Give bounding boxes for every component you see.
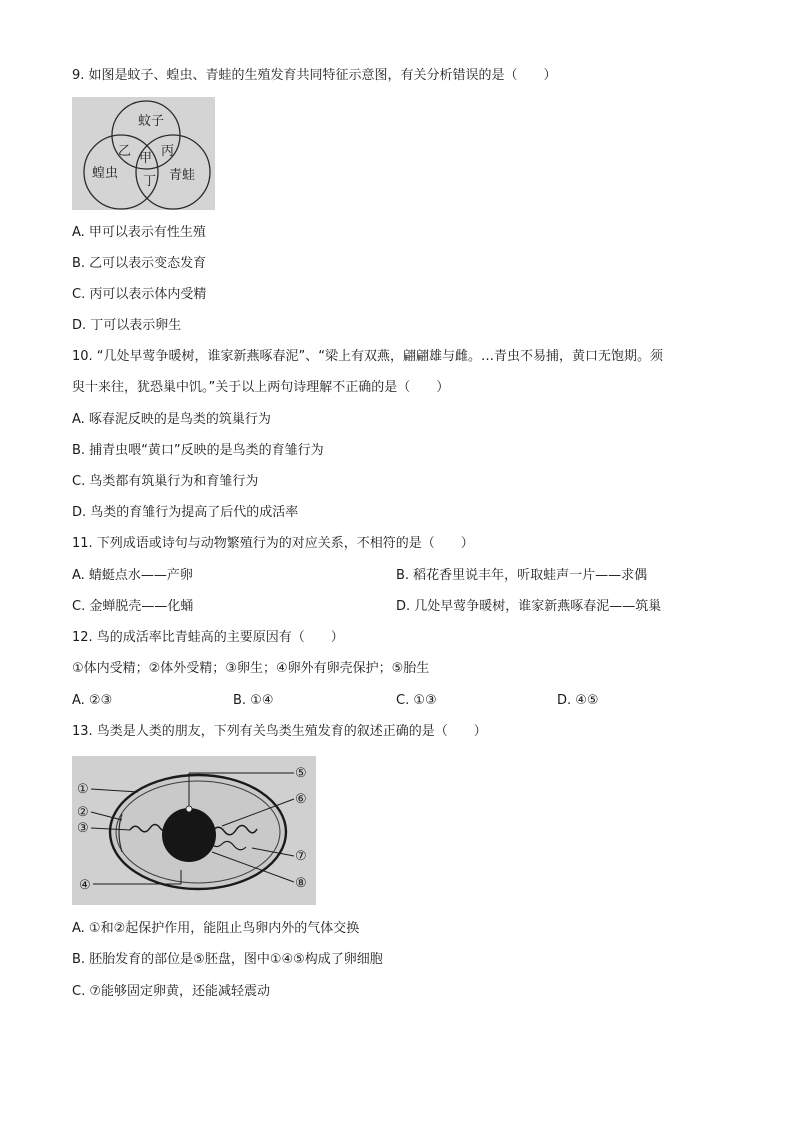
egg-yolk	[162, 808, 216, 862]
question-12-items: ①体内受精；②体外受精；③卵生；④卵外有卵壳保护；⑤胎生	[72, 661, 430, 676]
venn-label-frog: 青蛙	[169, 168, 196, 183]
question-12-option-c: C. ①③	[396, 693, 437, 708]
question-9-option-c: C. 丙可以表示体内受精	[72, 287, 207, 302]
question-13-option-c: C. ⑦能够固定卵黄，还能减轻震动	[72, 984, 270, 999]
question-12-option-d: D. ④⑤	[557, 693, 599, 708]
question-13-option-b: B. 胚胎发育的部位是⑤胚盘，图中①④⑤构成了卵细胞	[72, 952, 383, 967]
question-10-stem-line-1: 10. “几处早莺争暖树，谁家新燕啄春泥”、“梁上有双燕，翩翩雄与雌。…青虫不易捕，黄口无饱期。须	[72, 349, 664, 364]
egg-structure-figure	[72, 756, 316, 905]
question-11-stem: 11. 下列成语或诗句与动物繁殖行为的对应关系，不相符的是（ ）	[72, 536, 474, 551]
venn-label-yi: 乙	[118, 144, 132, 159]
question-12-option-b: B. ①④	[233, 693, 274, 708]
question-10-option-c: C. 鸟类都有筑巢行为和育雏行为	[72, 474, 259, 489]
egg-label-5: ⑤	[295, 766, 307, 781]
question-12-stem: 12. 鸟的成活率比青蛙高的主要原因有（ ）	[72, 630, 344, 645]
question-9-option-a: A. 甲可以表示有性生殖	[72, 225, 206, 240]
venn-label-bing: 丙	[161, 144, 175, 159]
venn-label-ding: 丁	[143, 174, 157, 189]
question-10-stem-line-2: 臾十来往，犹恐巢中饥。”关于以上两句诗理解不正确的是（ ）	[72, 380, 450, 395]
egg-label-1: ①	[77, 782, 89, 797]
question-11-option-b: B. 稻花香里说丰年，听取蛙声一片——求偶	[396, 568, 648, 583]
egg-germinal-disc	[186, 806, 192, 812]
egg-label-3: ③	[77, 821, 89, 836]
venn-diagram-figure	[72, 97, 215, 210]
venn-label-locust: 蝗虫	[92, 166, 119, 181]
question-10-option-a: A. 啄春泥反映的是鸟类的筑巢行为	[72, 412, 271, 427]
question-10-option-d: D. 鸟类的育雏行为提高了后代的成活率	[72, 505, 299, 520]
question-12-option-a: A. ②③	[72, 693, 113, 708]
egg-label-6: ⑥	[295, 792, 307, 807]
question-13-stem: 13. 鸟类是人类的朋友，下列有关鸟类生殖发育的叙述正确的是（ ）	[72, 724, 487, 739]
question-9-option-b: B. 乙可以表示变态发育	[72, 256, 207, 271]
egg-label-2: ②	[77, 805, 89, 820]
question-11-option-c: C. 金蝉脱壳——化蛹	[72, 599, 194, 614]
egg-label-4: ④	[79, 878, 91, 893]
question-11-option-a: A. 蜻蜓点水——产卵	[72, 568, 193, 583]
egg-label-8: ⑧	[295, 876, 307, 891]
venn-label-mosquito: 蚊子	[138, 114, 165, 129]
question-11-option-d: D. 几处早莺争暖树，谁家新燕啄春泥——筑巢	[396, 599, 662, 614]
venn-label-jia: 甲	[139, 151, 153, 166]
question-10-option-b: B. 捕青虫喂“黄口”反映的是鸟类的育雏行为	[72, 443, 324, 458]
question-9-stem: 9. 如图是蚊子、蝗虫、青蛙的生殖发育共同特征示意图，有关分析错误的是（ ）	[72, 68, 557, 83]
egg-label-7: ⑦	[295, 849, 307, 864]
question-9-option-d: D. 丁可以表示卵生	[72, 318, 182, 333]
question-13-option-a: A. ①和②起保护作用，能阻止鸟卵内外的气体交换	[72, 921, 360, 936]
